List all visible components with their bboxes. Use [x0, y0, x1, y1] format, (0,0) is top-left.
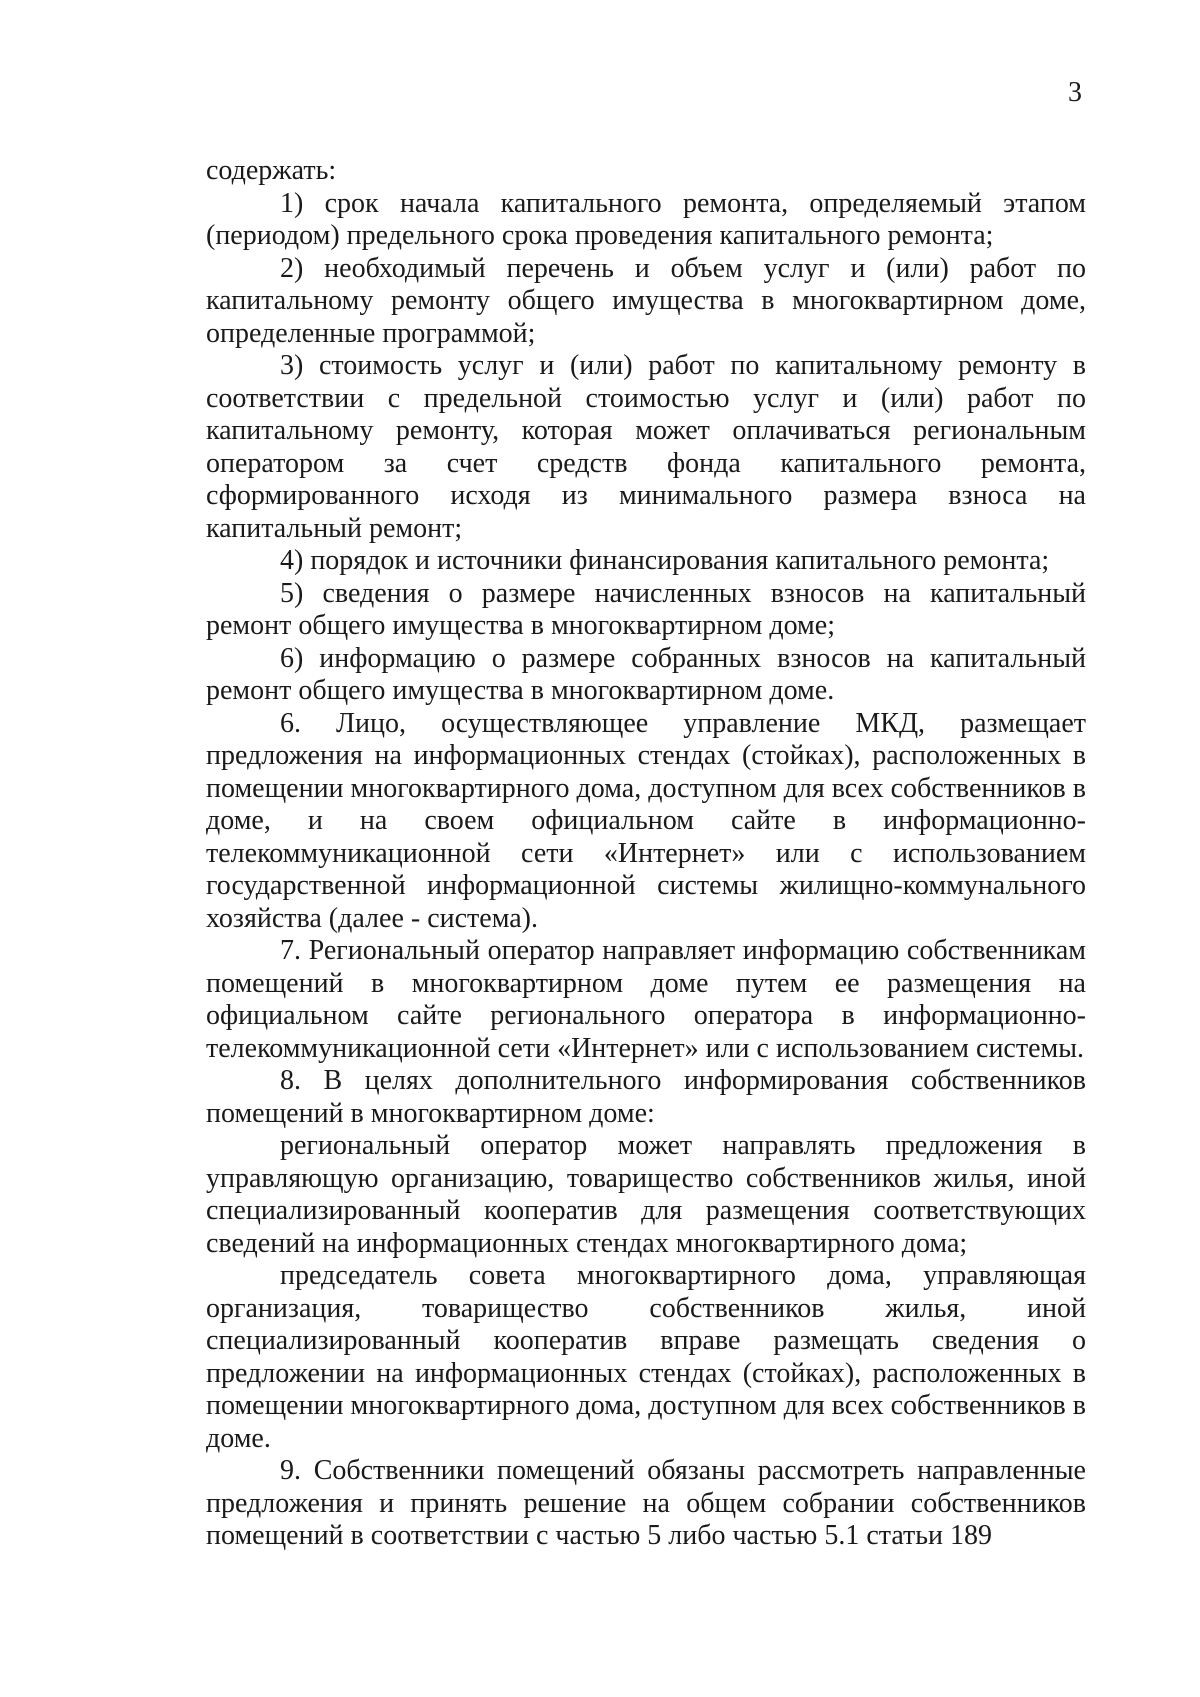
list-item-5: 5) сведения о размере начисленных взносов на капитальный ремонт общего имущества в многоквартирном доме; — [206, 577, 1086, 641]
paragraph-intro: содержать: — [206, 155, 337, 186]
list-item-2: 2) необходимый перечень и объем услуг и (или) работ по капитальному ремонту общего имущества в многоквартирном доме, определенные программой; — [206, 252, 1086, 349]
list-item-3: 3) стоимость услуг и (или) работ по капитальному ремонту в соответствии с предельной стоимостью услуг и (или) работ по капитальному ремонту, которая может оплачиваться региональным оператором за счет средств фонда капитального ремонта, сформированного исходя из минимального размера взноса на капитальный ремонт; — [206, 350, 1086, 544]
clause-7: 7. Региональный оператор направляет информацию собственникам помещений в многоквартирном доме путем ее размещения на официальном сайте регионального оператора в информационно-телекоммуникационной сети «Интернет» или с использованием системы. — [206, 935, 1086, 1064]
clause-8: 8. В целях дополнительного информирования собственников помещений в многоквартирном доме: — [206, 1065, 1086, 1129]
clause-9: 9. Собственники помещений обязаны рассмотреть направленные предложения и принять решение на общем собрании собственников помещений в соответствии с частью 5 либо частью 5.1 статьи 189 — [206, 1455, 1086, 1551]
list-item-4: 4) порядок и источники финансирования капитального ремонта; — [280, 545, 1050, 576]
page-number: 3 — [1068, 77, 1082, 108]
document-body — [206, 155, 1086, 1553]
clause-6: 6. Лицо, осуществляющее управление МКД, размещает предложения на информационных стендах (стойках), расположенных в помещении многоквартирного дома, доступном для всех собственников в доме, и на своем официальном сайте в информационно-телекоммуникационной сети «Интернет» или с использованием государственной информационной системы жилищно-коммунального хозяйства (далее - система). — [206, 707, 1086, 934]
list-item-6: 6) информацию о размере собранных взносов на капитальный ремонт общего имущества в многоквартирном доме. — [206, 642, 1086, 706]
clause-8-item-council-chair: председатель совета многоквартирного дома, управляющая организация, товарищество собственников жилья, иной специализированный кооператив вправе размещать сведения о предложении на информационных стендах (стойках), расположенных в помещении многоквартирного дома, доступном для всех собственников в доме. — [206, 1260, 1086, 1454]
list-item-1: 1) срок начала капитального ремонта, определяемый этапом (периодом) предельного срока проведения капитального ремонта; — [206, 187, 1086, 251]
clause-8-item-regional-operator: региональный оператор может направлять предложения в управляющую организацию, товарищество собственников жилья, иной специализированный кооператив для размещения соответствующих сведений на информационных стендах многоквартирного дома; — [206, 1130, 1086, 1259]
